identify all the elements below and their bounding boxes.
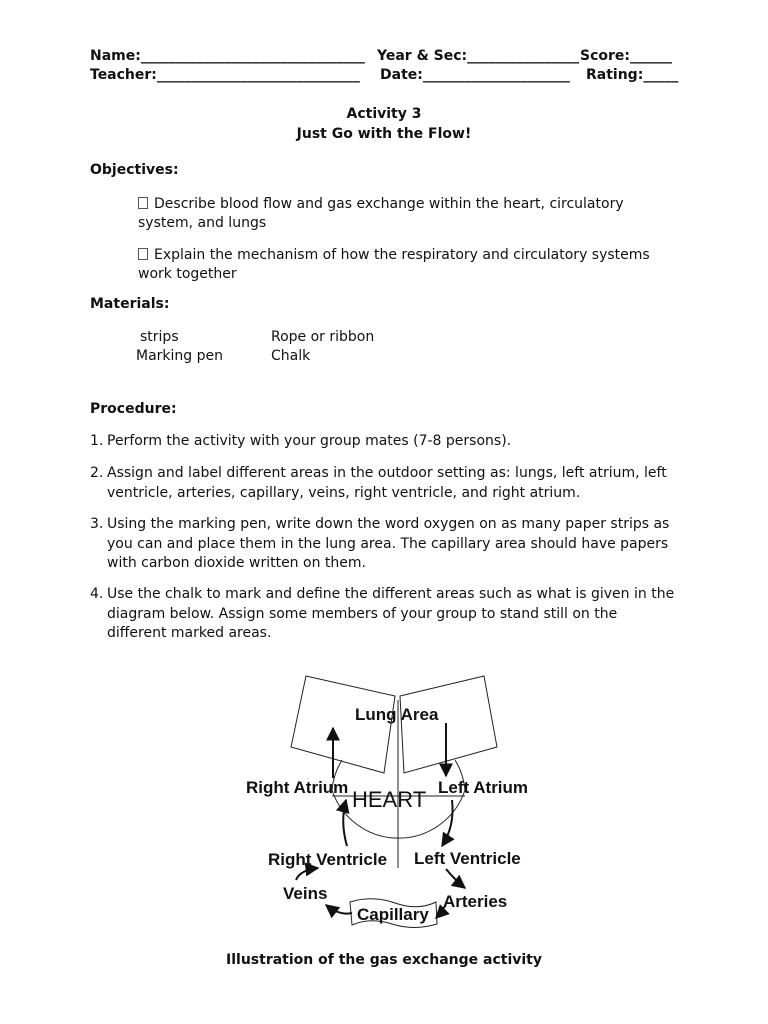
- rating-label: Rating:: [586, 67, 644, 83]
- objective-text: Describe blood flow and gas exchange within the heart, circulatory system, and lungs: [138, 196, 624, 231]
- date-label: Date:: [380, 67, 423, 83]
- activity-title: Just Go with the Flow!: [296, 126, 472, 142]
- material-item: strips: [140, 329, 179, 345]
- step-number: 1.: [90, 433, 104, 449]
- date-blank: _____________________: [422, 67, 570, 83]
- material-item: Chalk: [271, 348, 311, 364]
- teacher-blank: _____________________________: [156, 67, 360, 83]
- year-blank: ________________: [467, 48, 580, 64]
- name-blank: ________________________________: [140, 48, 365, 64]
- procedure-heading: Procedure:: [90, 401, 177, 417]
- arrow-capillary-to-veins: [326, 905, 352, 914]
- step-text: Perform the activity with your group mates (7-8 persons).: [107, 433, 512, 449]
- objectives-heading: Objectives:: [90, 162, 179, 178]
- score-label: Score:: [580, 48, 630, 64]
- arrow-veins-to-right-ventricle: [296, 868, 318, 880]
- left-ventricle-label: Left Ventricle: [414, 849, 521, 868]
- right-ventricle-label: Right Ventricle: [268, 850, 388, 869]
- arrow-left-atrium-to-ventricle: [442, 800, 453, 846]
- activity-number: Activity 3: [346, 106, 422, 122]
- right-atrium-label: Right Atrium: [246, 778, 349, 797]
- materials-heading: Materials:: [90, 296, 170, 312]
- material-item: Rope or ribbon: [271, 329, 375, 345]
- heart-label: HEART: [352, 787, 427, 812]
- score-blank: ______: [630, 48, 672, 64]
- step-number: 3.: [90, 516, 104, 532]
- rating-blank: _____: [643, 67, 679, 83]
- left-atrium-label: Left Atrium: [438, 778, 529, 797]
- veins-label: Veins: [283, 884, 328, 903]
- material-item: Marking pen: [136, 348, 223, 364]
- step-text: Using the marking pen, write down the word oxygen on as many paper strips as you can and place them in the lung area. The capillary area should have papers with carbon dioxide written on them.: [107, 516, 670, 571]
- arteries-label: Arteries: [443, 892, 508, 911]
- arrow-right-ventricle-to-atrium: [343, 800, 347, 846]
- name-label: Name:: [90, 48, 141, 64]
- left-lung-shape: [291, 676, 395, 773]
- right-lung-shape: [400, 676, 497, 773]
- lung-area-label: Lung Area: [355, 705, 439, 724]
- step-number: 2.: [90, 465, 104, 481]
- diagram-caption: Illustration of the gas exchange activity: [226, 952, 542, 968]
- step-number: 4.: [90, 586, 104, 602]
- step-text: Assign and label different areas in the outdoor setting as: lungs, left atrium, left ventricle, arteries, capillary, veins, right ventricle, and right atrium.: [107, 465, 667, 501]
- year-label: Year & Sec:: [377, 48, 468, 64]
- arrow-left-ventricle-to-arteries: [446, 869, 465, 888]
- teacher-label: Teacher:: [90, 67, 157, 83]
- capillary-label: Capillary: [357, 905, 429, 924]
- objective-text: Explain the mechanism of how the respiratory and circulatory systems work together: [138, 247, 650, 282]
- step-text: Use the chalk to mark and define the different areas such as what is given in the diagram below. Assign some members of your group to stand still on the different marked areas.: [107, 586, 675, 641]
